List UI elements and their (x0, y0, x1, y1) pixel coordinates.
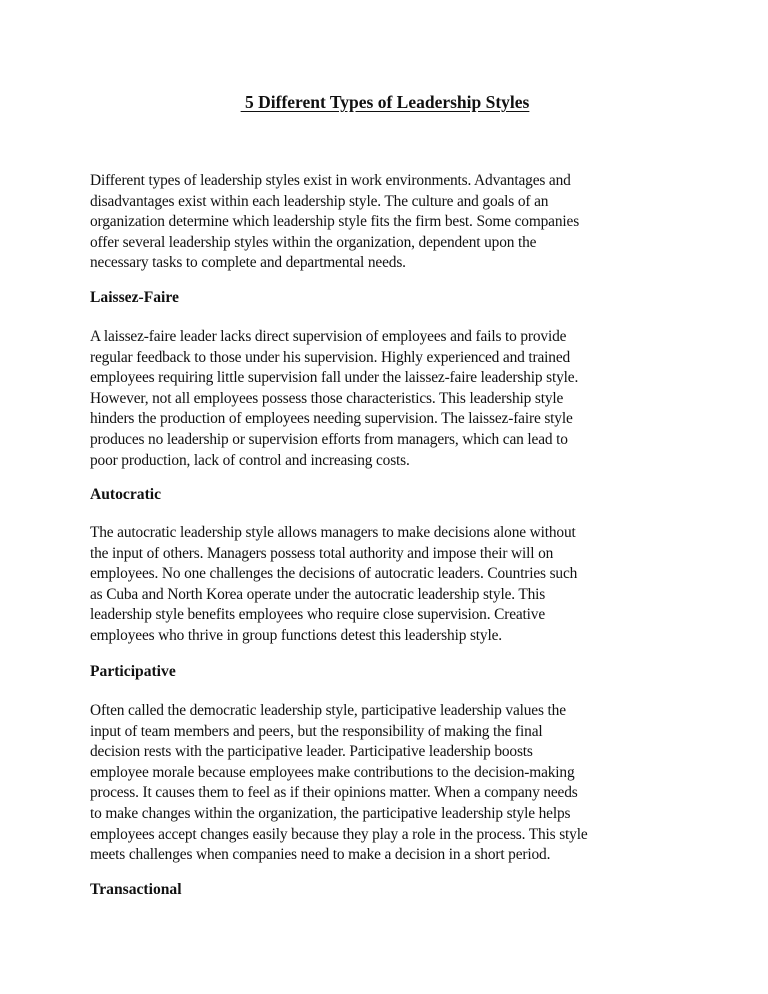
text-line: However, not all employees possess those characteristics. This leadership style (90, 389, 564, 407)
text-line: employees who thrive in group functions detest this leadership style. (90, 626, 502, 644)
text-line: leadership style benefits employees who require close supervision. Creative (90, 606, 546, 624)
text-line: necessary tasks to complete and departmental needs. (90, 254, 406, 272)
text-line: regular feedback to those under his supervision. Highly experienced and trained (90, 348, 571, 366)
text-line: input of team members and peers, but the responsibility of making the final (90, 722, 543, 740)
text-line: the input of others. Managers possess total authority and impose their will on (90, 544, 554, 562)
section-heading-laissez-faire: Laissez-Faire (90, 289, 179, 306)
text-line: offer several leadership styles within the organization, dependent upon the (90, 233, 537, 251)
text-line: employees requiring little supervision fall under the laissez-faire leadership style. (90, 369, 579, 387)
text-line: process. It causes them to feel as if their opinions matter. When a company needs (90, 784, 578, 802)
text-line: meets challenges when companies need to make a decision in a short period. (90, 846, 551, 864)
section-heading-participative: Participative (90, 663, 176, 680)
text-line: poor production, lack of control and increasing costs. (90, 451, 410, 469)
text-line: The autocratic leadership style allows managers to make decisions alone without (90, 524, 576, 541)
text-line: as Cuba and North Korea operate under the autocratic leadership style. This (90, 585, 546, 603)
text-line: disadvantages exist within each leadership style. The culture and goals of an (90, 192, 549, 210)
text-line: decision rests with the participative leader. Participative leadership boosts (90, 743, 533, 761)
laissez-faire-paragraph (90, 327, 680, 471)
text-line: organization determine which leadership style fits the firm best. Some companies (90, 213, 580, 231)
participative-paragraph (90, 701, 680, 866)
text-line: A laissez-faire leader lacks direct supervision of employees and fails to provide (90, 328, 567, 345)
intro-paragraph (90, 171, 680, 274)
text-line: to make changes within the organization, the participative leadership style helps (90, 804, 571, 822)
text-line: employee morale because employees make contributions to the decision-making (90, 763, 575, 781)
autocratic-paragraph (90, 523, 680, 647)
text-line: Often called the democratic leadership style, participative leadership values the (90, 702, 566, 719)
section-heading-autocratic: Autocratic (90, 486, 162, 503)
text-line: produces no leadership or supervision efforts from managers, which can lead to (90, 430, 568, 448)
section-heading-transactional: Transactional (90, 881, 182, 898)
text-line: Different types of leadership styles exist in work environments. Advantages and (90, 172, 571, 189)
text-line: employees accept changes easily because they play a role in the process. This style (90, 825, 588, 843)
text-line: hinders the production of employees needing supervision. The laissez-faire style (90, 410, 573, 428)
text-line: employees. No one challenges the decisions of autocratic leaders. Countries such (90, 565, 578, 583)
document-title: 5 Different Types of Leadership Styles (240, 92, 530, 112)
